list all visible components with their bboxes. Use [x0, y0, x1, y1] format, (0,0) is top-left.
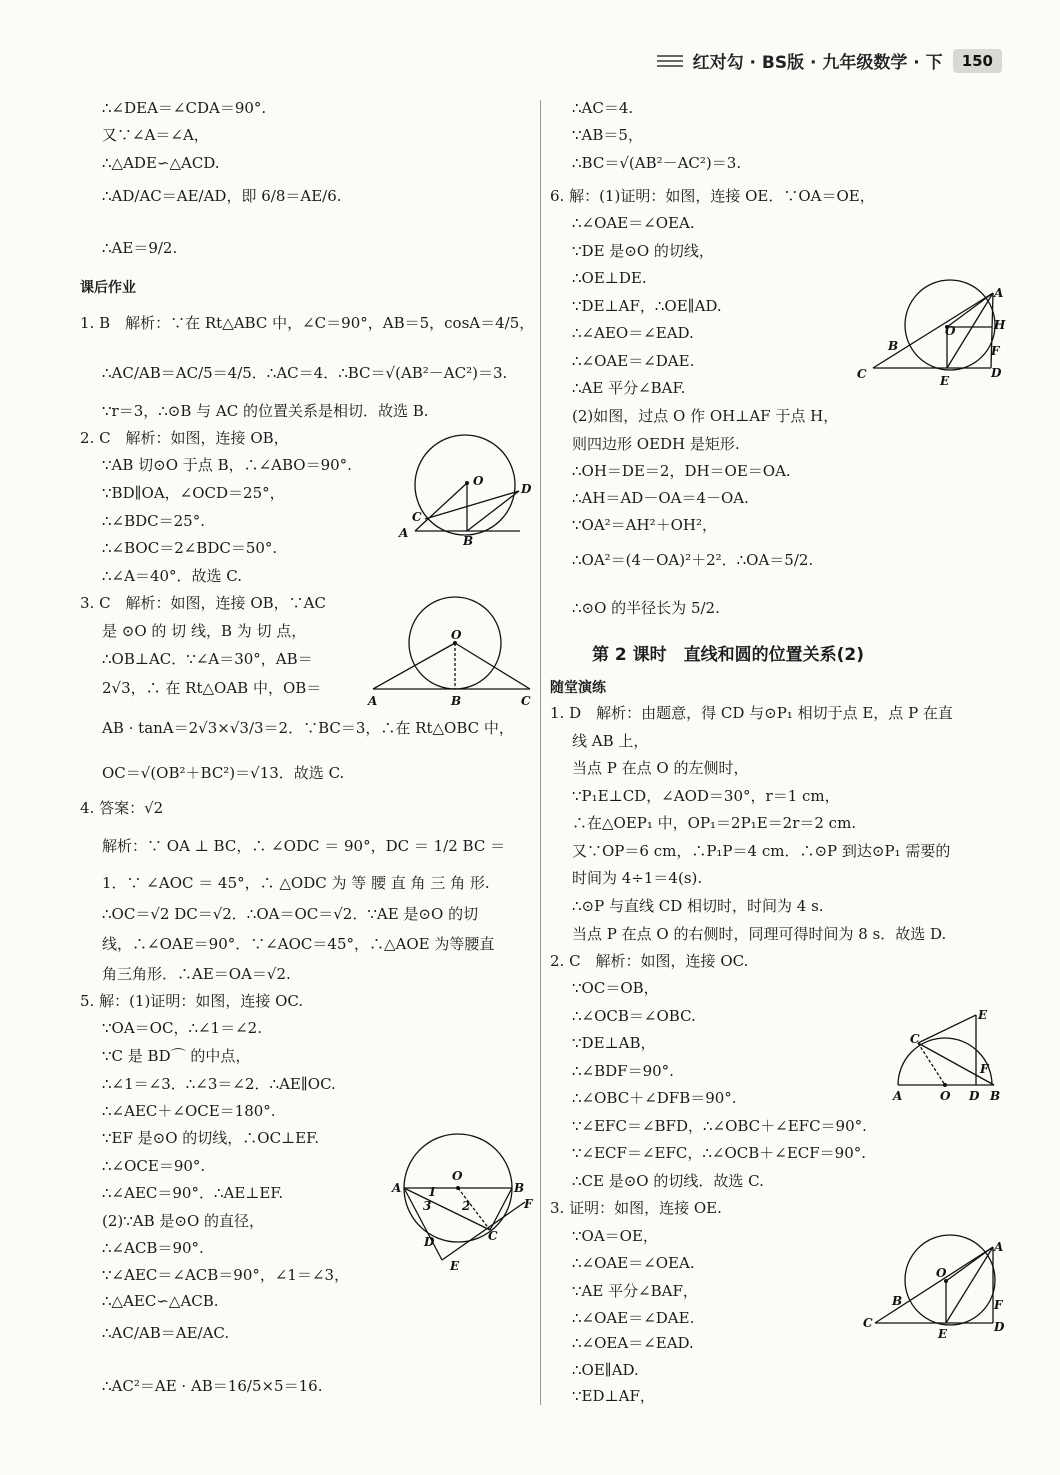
solution-line: ∵BD∥OA，∠OCD＝25°，	[102, 484, 285, 502]
figure-circle-triangle-abc	[365, 595, 535, 710]
fig-label: A	[399, 526, 409, 540]
fig-label: A	[893, 1089, 903, 1103]
solution-line: 又∵∠A＝∠A，	[102, 126, 209, 144]
solution-line: 2√3，∴ 在 Rt△OAB 中，OB＝	[102, 679, 322, 697]
solution-line: 则四边形 OEDH 是矩形.	[572, 435, 740, 453]
solution-line: 当点 P 在点 O 的左侧时，	[572, 759, 749, 777]
solution-line: 线 AB 上，	[572, 732, 649, 750]
header-title: 红对勾 · BS版 · 九年级数学 · 下	[692, 53, 943, 73]
fig-label: C	[412, 510, 422, 524]
fig-label: F	[524, 1197, 533, 1211]
solution-line: ∵C 是 BD⌒ 的中点，	[102, 1047, 251, 1065]
fig-label: O	[451, 628, 462, 642]
solution-line: ∴⊙P 与直线 CD 相切时，时间为 4 s.	[572, 897, 824, 915]
figure-semicircle-tangent-ce	[890, 1005, 1005, 1105]
solution-line: ∴∠OEA＝∠EAD.	[572, 1334, 694, 1352]
solution-line: ∴∠DEA＝∠CDA＝90°.	[102, 99, 267, 117]
solution-line: ∵OA²＝AH²＋OH²，	[572, 516, 718, 534]
solution-line: ∴AE 平分∠BAF.	[572, 379, 686, 397]
fig-label: C	[521, 694, 531, 708]
fig-label: F	[994, 1298, 1003, 1312]
solution-line: ∴OH＝DE＝2，DH＝OE＝OA.	[572, 462, 791, 480]
solution-line: ∴∠A＝40°．故选 C.	[102, 567, 243, 585]
solution-line: (2)如图，过点 O 作 OH⊥AF 于点 H，	[572, 407, 839, 425]
solution-line: ∵OC＝OB，	[572, 979, 659, 997]
fig-label: H	[994, 318, 1006, 332]
solution-line: 解析：∵ OA ⊥ BC，∴ ∠ODC ＝ 90°，DC ＝ 1/2 BC ＝	[102, 837, 506, 855]
fig-label: B	[514, 1181, 525, 1195]
solution-line: 角三角形．∴AE＝OA＝√2.	[102, 965, 291, 983]
solution-line: ∴在△OEP₁ 中，OP₁＝2P₁E＝2r＝2 cm.	[572, 814, 857, 832]
solution-line: ∵OA＝OC，∴∠1＝∠2.	[102, 1019, 262, 1037]
solution-line: ∴△AEC∽△ACB.	[102, 1292, 219, 1310]
solution-line: AB · tanA＝2√3×√3/3＝2．∵BC＝3，∴在 Rt△OBC 中，	[102, 719, 514, 737]
fig-label: O	[936, 1266, 947, 1280]
fig-label: B	[463, 534, 474, 548]
solution-line: ∴BC＝√(AB²－AC²)＝3.	[572, 154, 742, 172]
solution-line: ∴AD/AC＝AE/AD，即 6/8＝AE/6.	[102, 187, 342, 205]
fig-label: A	[368, 694, 378, 708]
solution-line: 是 ⊙O 的 切 线，B 为 切 点，	[102, 622, 307, 640]
solution-line: ∴∠BOC＝2∠BDC＝50°.	[102, 539, 278, 557]
fig-label: A	[994, 286, 1004, 300]
solution-line: ∴AC/AB＝AC/5＝4/5．∴AC＝4．∴BC＝√(AB²－AC²)＝3.	[102, 364, 508, 382]
solution-line: 5. 解：(1)证明：如图，连接 OC.	[80, 992, 304, 1010]
solution-line: ∴∠1＝∠3．∴∠3＝∠2．∴AE∥OC.	[102, 1075, 336, 1093]
fig-label: O	[940, 1089, 951, 1103]
solution-line: ∵AB＝5，	[572, 126, 643, 144]
header-lines-icon	[657, 55, 683, 67]
solution-line: ∵∠AEC＝∠ACB＝90°，∠1＝∠3，	[102, 1266, 350, 1284]
solution-line: ∴OA²＝(4－OA)²＋2²．∴OA＝5/2.	[572, 551, 814, 569]
solution-line: ∴AC/AB＝AE/AC.	[102, 1324, 230, 1342]
column-divider	[540, 100, 541, 1405]
solution-line: ∴∠BDC＝25°.	[102, 512, 205, 530]
solution-line: ∴AE＝9/2.	[102, 239, 178, 257]
fig-label: D	[969, 1089, 980, 1103]
fig-label: 1	[428, 1185, 437, 1199]
fig-label: 3	[423, 1199, 432, 1213]
solution-line: 又∵OP＝6 cm，∴P₁P＝4 cm．∴⊙P 到达⊙P₁ 需要的	[572, 842, 951, 860]
fig-label: O	[452, 1169, 463, 1183]
solution-line: ∴∠OAE＝∠DAE.	[572, 1309, 695, 1327]
fig-label: D	[424, 1235, 435, 1249]
solution-line: ∴∠AEO＝∠EAD.	[572, 324, 694, 342]
solution-line: 2. C 解析：如图，连接 OB，	[80, 429, 289, 447]
fig-label: F	[991, 344, 1000, 358]
solution-line: ∵∠EFC＝∠BFD，∴∠OBC＋∠EFC＝90°.	[572, 1117, 867, 1135]
fig-label: C	[488, 1229, 498, 1243]
fig-label: A	[994, 1240, 1004, 1254]
solution-line: 线，∴∠OAE＝90°．∵∠AOC＝45°，∴△AOE 为等腰直	[102, 935, 495, 953]
solution-line: ∵DE⊥AF，∴OE∥AD.	[572, 297, 722, 315]
fig-label: C	[910, 1032, 920, 1046]
solution-line: ∵OA＝OE，	[572, 1227, 658, 1245]
fig-label: 2	[462, 1199, 471, 1213]
fig-label: E	[940, 374, 950, 388]
figure-circle-rectangle-oedh	[855, 275, 1005, 390]
fig-label: B	[888, 339, 899, 353]
page-number: 150	[953, 49, 1002, 73]
solution-line: ∴∠OCB＝∠OBC.	[572, 1007, 696, 1025]
solution-line: ∵EF 是⊙O 的切线，∴OC⊥EF.	[102, 1129, 319, 1147]
solution-line: OC＝√(OB²＋BC²)＝√13．故选 C.	[102, 764, 345, 782]
fig-label: B	[451, 694, 462, 708]
section-heading-practice: 随堂演练	[550, 680, 606, 696]
fig-label: D	[521, 482, 532, 496]
solution-line: ∴∠AEC＋∠OCE＝180°.	[102, 1102, 276, 1120]
solution-line: 当点 P 在点 O 的右侧时，同理可得时间为 8 s．故选 D.	[572, 925, 947, 943]
lesson-title: 第 2 课时 直线和圆的位置关系(2)	[592, 645, 865, 665]
figure-circle-angle-bisector	[860, 1225, 1005, 1345]
fig-label: E	[938, 1327, 948, 1341]
solution-line: 2. C 解析：如图，连接 OC.	[550, 952, 749, 970]
solution-line: ∴∠OAE＝∠OEA.	[572, 214, 695, 232]
solution-line: ∴∠OBC＋∠DFB＝90°.	[572, 1089, 737, 1107]
solution-line: ∴AH＝AD－OA＝4－OA.	[572, 489, 749, 507]
solution-line: ∴⊙O 的半径长为 5/2.	[572, 599, 720, 617]
solution-line: 6. 解：(1)证明：如图，连接 OE．∵OA＝OE，	[550, 187, 875, 205]
section-heading-homework: 课后作业	[80, 280, 136, 296]
solution-line: 1. D 解析：由题意，得 CD 与⊙P₁ 相切于点 E，点 P 在直	[550, 704, 953, 722]
fig-label: O	[945, 324, 956, 338]
solution-line: ∵∠ECF＝∠EFC，∴∠OCB＋∠ECF＝90°.	[572, 1144, 867, 1162]
page-header	[657, 48, 1002, 73]
fig-label: E	[978, 1008, 988, 1022]
solution-line: ∵DE 是⊙O 的切线，	[572, 242, 714, 260]
solution-line: ∵DE⊥AB，	[572, 1034, 656, 1052]
solution-line: ∴CE 是⊙O 的切线．故选 C.	[572, 1172, 764, 1190]
solution-line: 1. B 解析：∵在 Rt△ABC 中，∠C＝90°，AB＝5，cosA＝4/5，	[80, 314, 535, 332]
solution-line: ∴∠AEC＝90°．∴AE⊥EF.	[102, 1184, 284, 1202]
solution-line: 1．∵ ∠AOC ＝ 45°，∴ △ODC 为 等 腰 直 角 三 角 形.	[102, 874, 490, 892]
solution-line: 3. 证明：如图，连接 OE.	[550, 1199, 722, 1217]
solution-line: ∴∠OAE＝∠OEA.	[572, 1254, 695, 1272]
fig-label: F	[980, 1062, 989, 1076]
solution-line: ∵ED⊥AF，	[572, 1387, 655, 1405]
solution-line: ∵r＝3，∴⊙B 与 AC 的位置关系是相切．故选 B.	[102, 402, 429, 420]
solution-line: ∴OE∥AD.	[572, 1361, 639, 1379]
fig-label: A	[392, 1181, 402, 1195]
solution-line: ∴△ADE∽△ACD.	[102, 154, 220, 172]
solution-line: ∴∠OCE＝90°.	[102, 1157, 206, 1175]
solution-line: ∴∠BDF＝90°.	[572, 1062, 674, 1080]
solution-line: ∴OE⊥DE.	[572, 269, 647, 287]
solution-line: ∵P₁E⊥CD，∠AOD＝30°，r＝1 cm，	[572, 787, 840, 805]
solution-line: (2)∵AB 是⊙O 的直径，	[102, 1212, 265, 1230]
fig-label: D	[994, 1320, 1005, 1334]
fig-label: C	[863, 1316, 873, 1330]
fig-label: D	[991, 366, 1002, 380]
fig-label: E	[450, 1259, 460, 1273]
solution-line: ∵AE 平分∠BAF，	[572, 1282, 698, 1300]
fig-label: C	[857, 367, 867, 381]
fig-label: B	[892, 1294, 903, 1308]
solution-line: ∴OB⊥AC．∵∠A＝30°，AB＝	[102, 650, 313, 668]
solution-line: 3. C 解析：如图，连接 OB，∵AC	[80, 594, 326, 612]
fig-label: O	[473, 474, 484, 488]
solution-line: ∴∠ACB＝90°.	[102, 1239, 204, 1257]
figure-circle-tangent-ab	[395, 435, 535, 555]
solution-line: ∴AC²＝AE · AB＝16/5×5＝16.	[102, 1377, 323, 1395]
solution-line: 时间为 4÷1＝4(s).	[572, 869, 703, 887]
solution-line: ∴OC＝√2 DC＝√2．∴OA＝OC＝√2．∵AE 是⊙O 的切	[102, 905, 479, 923]
figure-circle-tangent-ef	[390, 1130, 540, 1275]
solution-line: ∵AB 切⊙O 于点 B，∴∠ABO＝90°.	[102, 456, 352, 474]
solution-line: ∴∠OAE＝∠DAE.	[572, 352, 695, 370]
solution-line: 4. 答案：√2	[80, 799, 164, 817]
solution-line: ∴AC＝4.	[572, 99, 634, 117]
fig-label: B	[990, 1089, 1001, 1103]
